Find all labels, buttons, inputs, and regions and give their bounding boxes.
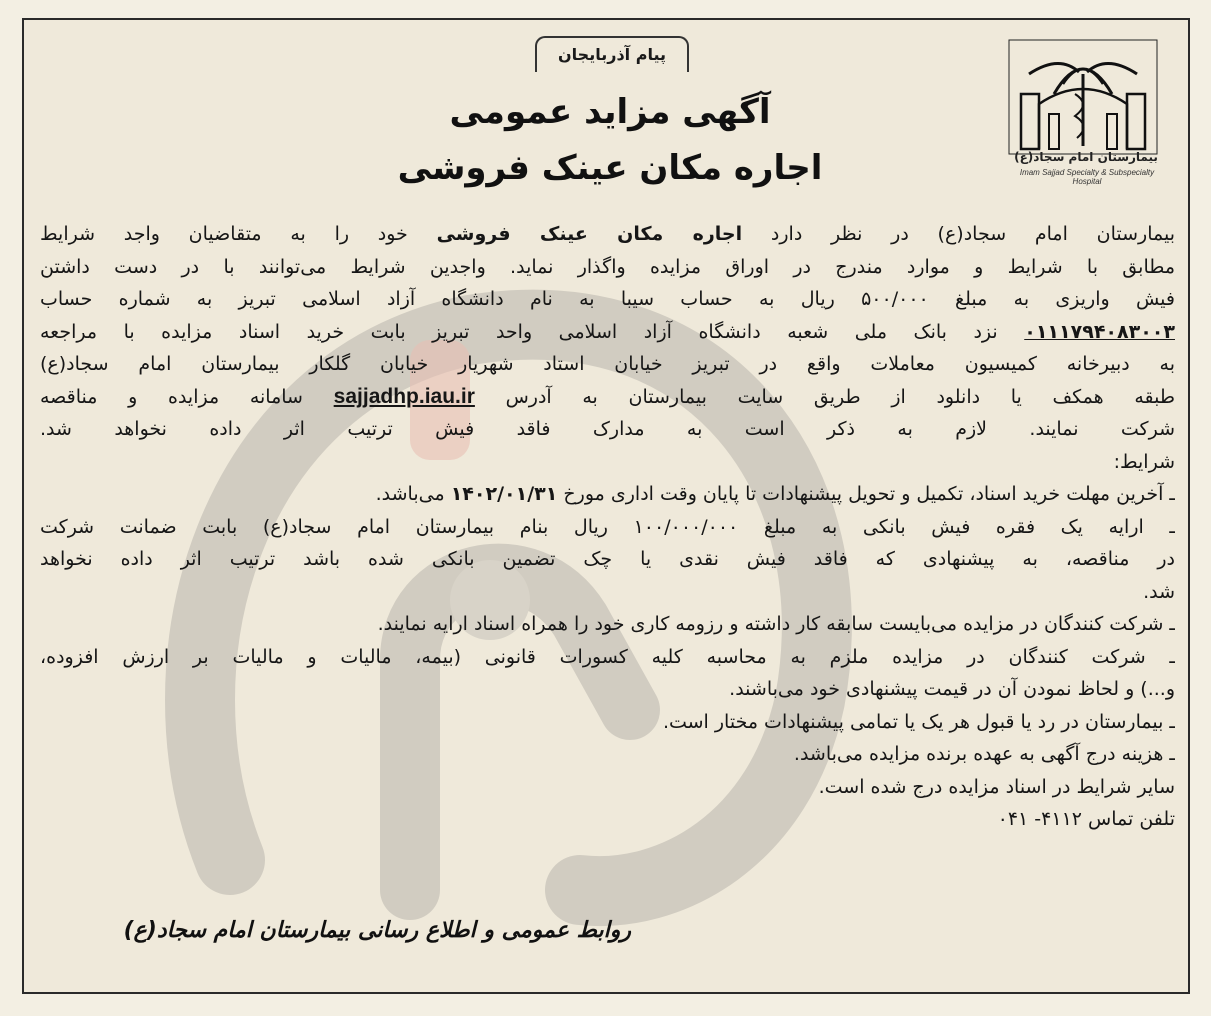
body-text: می‌باشد. bbox=[375, 483, 445, 505]
body-line: ـ ارایه یک فقره فیش بانکی به مبلغ ۱۰۰/۰۰۰/۰۰۰ ریال بنام بیمارستان امام سجاد(ع) بابت ضمانت شرکت bbox=[40, 515, 1175, 538]
body-line: شد. bbox=[1143, 580, 1175, 603]
body-line: شرکت نمایند. لازم به ذکر است به مدارک فاقد فیش ترتیب اثر داده نخواهد شد. bbox=[40, 418, 1175, 440]
body-line: سایر شرایط در اسناد مزایده درج شده است. bbox=[818, 775, 1175, 798]
body-line: در مناقصه، به پیشنهادی که فاقد فیش نقدی یا چک تضمین بانکی شده باشد ترتیب اثر داده نخواهد bbox=[40, 548, 1175, 570]
newspaper-name: پیام آذربایجان bbox=[535, 36, 689, 72]
logo-caption: بیمارستان امام سجاد(ع) bbox=[1014, 150, 1158, 164]
body-emphasis: اجاره مکان عینک فروشی bbox=[436, 223, 743, 245]
phone-line: تلفن تماس ۴۱۱۲- ۰۴۱ bbox=[997, 808, 1175, 830]
ad-title: آگهی مزاید عمومی bbox=[449, 92, 771, 132]
ad-body bbox=[40, 218, 1175, 836]
website-link[interactable]: sajjadhp.iau.ir bbox=[333, 384, 475, 408]
conditions-heading: شرایط: bbox=[1113, 450, 1175, 473]
body-line bbox=[40, 316, 1175, 349]
deadline-date: ۱۴۰۲/۰۱/۳۱ bbox=[450, 483, 558, 505]
body-line: فیش واریزی به مبلغ ۵۰۰/۰۰۰ ریال به حساب سیبا به نام دانشگاه آزاد اسلامی تبریز به شماره حساب bbox=[40, 288, 1175, 310]
logo-caption-english: Imam Sajjad Specialty & Subspecialty Hospital bbox=[1019, 168, 1155, 186]
body-line: و...) و لحاظ نمودن آن در قیمت پیشنهادی خود می‌باشند. bbox=[729, 678, 1175, 700]
body-line: به دبیرخانه کمیسیون معاملات واقع در تبریز خیابان استاد شهریار خیابان گلکار بیمارستان امام سجاد(ع) bbox=[40, 353, 1175, 375]
body-line: ـ هزینه درج آگهی به عهده برنده مزایده می‌باشد. bbox=[793, 743, 1175, 765]
body-text: نزد بانک ملی شعبه دانشگاه آزاد اسلامی واحد تبریز بابت خرید اسناد مزایده با مراجعه bbox=[40, 320, 998, 343]
ad-footer: روابط عمومی و اطلاع رسانی بیمارستان امام سجاد(ع) bbox=[123, 918, 631, 943]
body-text: سامانه مزایده و مناقصه bbox=[40, 385, 303, 408]
body-line: ـ شرکت کنندگان در مزایده می‌بایست سابقه کار داشته و رزومه کاری خود را همراه اسناد ارایه نمایند. bbox=[377, 613, 1175, 635]
body-line: مطابق با شرایط و موارد مندرج در اوراق مزایده واگذار نماید. واجدین شرایط می‌توانند با در دست داشتن bbox=[40, 255, 1175, 278]
body-text: ـ آخرین مهلت خرید اسناد، تکمیل و تحویل پیشنهادات تا پایان وقت اداری مورخ bbox=[563, 483, 1175, 505]
body-text: بیمارستان امام سجاد(ع) در نظر دارد bbox=[770, 223, 1175, 245]
body-line bbox=[40, 478, 1175, 511]
body-text: طبقه همکف یا دانلود از طریق سایت بیمارستان به آدرس bbox=[505, 385, 1175, 408]
body-line bbox=[40, 218, 1175, 251]
body-line: ـ شرکت کنندگان در مزایده ملزم به محاسبه کلیه کسورات قانونی (بیمه، مالیات و مالیات بر ارزش افزوده، bbox=[40, 645, 1175, 668]
body-line: ـ بیمارستان در رد یا قبول هر یک یا تمامی پیشنهادات مختار است. bbox=[662, 710, 1175, 733]
account-number: ۰۱۱۱۷۹۴۰۸۳۰۰۳ bbox=[1024, 320, 1175, 343]
body-text: خود را به متقاضیان واجد شرایط bbox=[40, 223, 408, 245]
body-line bbox=[40, 381, 1175, 414]
ad-subtitle: اجاره مکان عینک فروشی bbox=[397, 148, 823, 188]
